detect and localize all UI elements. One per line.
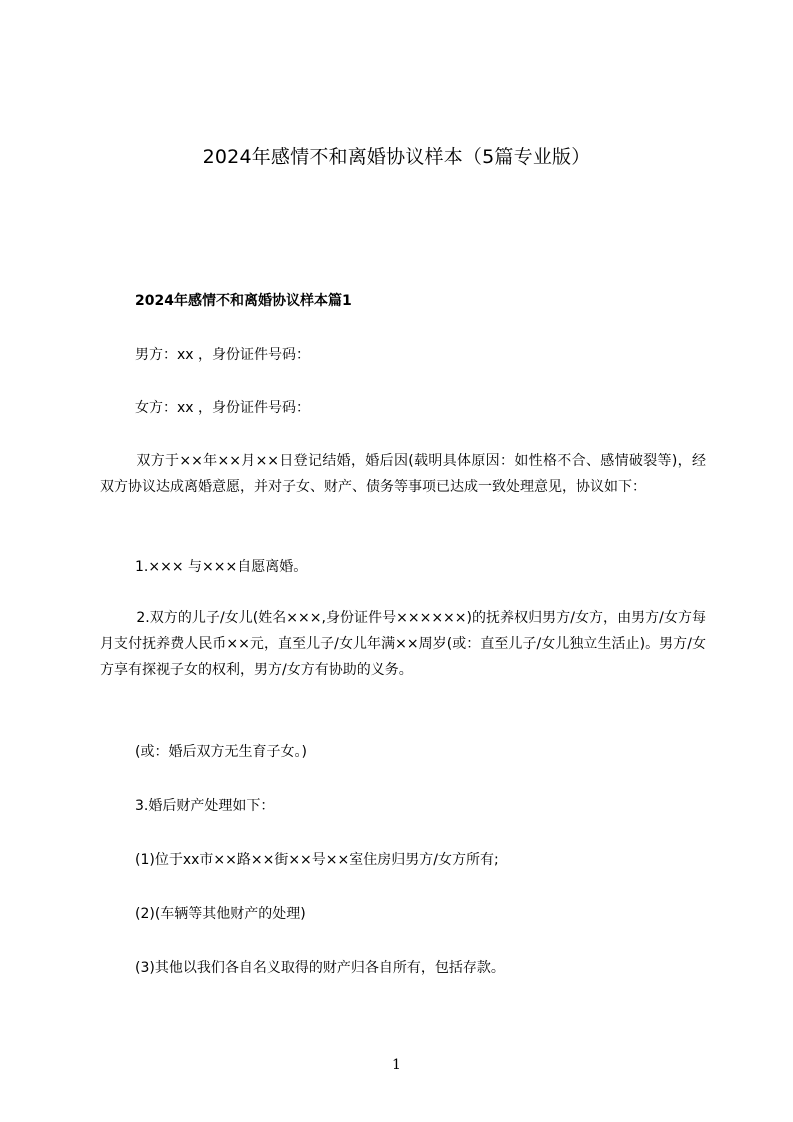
clause-2-alternative: (或：婚后双方无生育子女。) xyxy=(135,744,307,760)
page-number: 1 xyxy=(392,1057,401,1073)
section-heading: 2024年感情不和离婚协议样本篇1 xyxy=(135,293,352,309)
woman-info-line: 女方：xx ，身份证件号码： xyxy=(135,400,311,416)
clause-3-1: (1)位于xx市××路××街××号××室住房归男方/女方所有; xyxy=(135,852,499,868)
clause-1: 1.××× 与×××自愿离婚。 xyxy=(135,559,308,575)
clause-3-3: (3)其他以我们各自名义取得的财产归各自所有，包括存款。 xyxy=(135,960,505,976)
document-title: 2024年感情不和离婚协议样本（5篇专业版） xyxy=(202,146,591,168)
intro-paragraph: 双方于××年××月××日登记结婚，婚后因(载明具体原因：如性格不合、感情破裂等)，经双方协议达成离婚意愿，并对子女、财产、债务等事项已达成一致处理意见，协议如下： xyxy=(100,453,706,495)
clause-3-2: (2)(车辆等其他财产的处理) xyxy=(135,906,306,922)
clause-2: 2.双方的儿子/女儿(姓名×××,身份证件号××××××)的抚养权归男方/女方，由男方/女方每月支付抚养费人民币××元，直至儿子/女儿年满××周岁(或：直至儿子/女儿独立生活止)。男方/女方享有探视子女的权利，男方/女方有协助的义务。 xyxy=(100,610,706,678)
clause-3: 3.婚后财产处理如下： xyxy=(135,798,275,814)
man-info-line: 男方：xx ，身份证件号码： xyxy=(135,347,311,363)
